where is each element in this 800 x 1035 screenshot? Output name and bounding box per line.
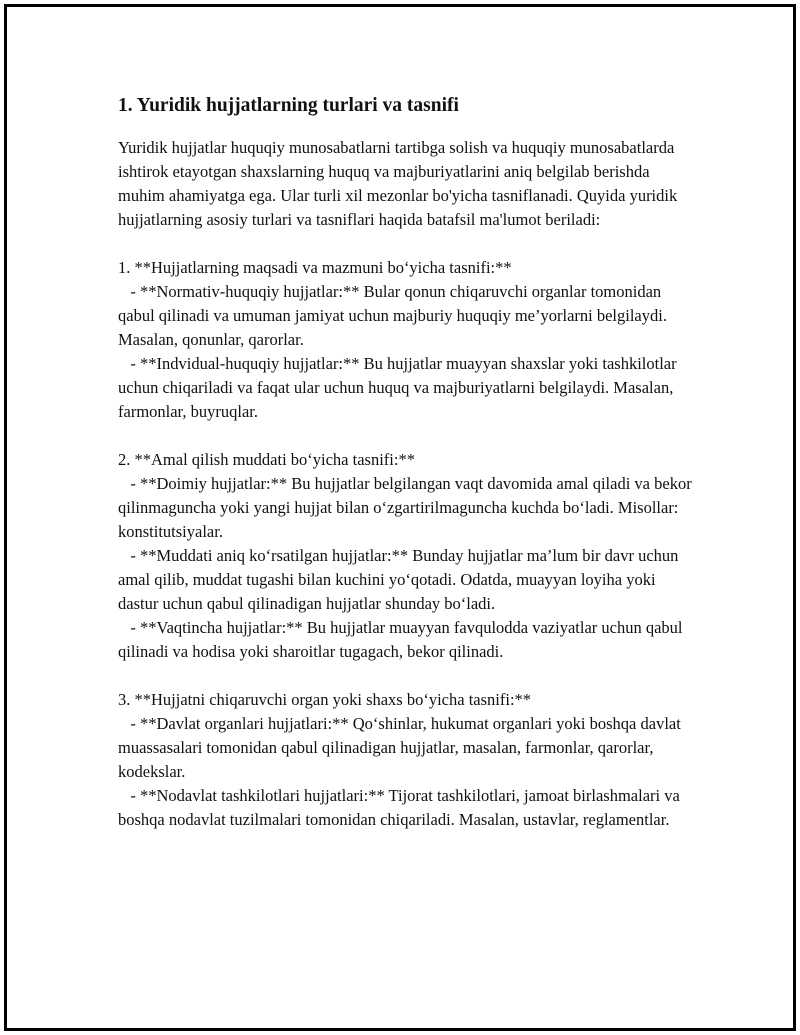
section-2-heading: 2. **Amal qilish muddati bo‘yicha tasnifi:** xyxy=(118,450,415,469)
section-1-item-1: - **Normativ-huquqiy hujjatlar:** Bular qonun chiqaruvchi organlar tomonidan qabul qilinadi va umuman jamiyat uchun majburiy huquqiy me’yorlarni belgilaydi. Masalan, qonunlar, qarorlar. xyxy=(118,282,672,349)
intro-paragraph: Yuridik hujjatlar huquqiy munosabatlarni tartibga solish va huquqiy munosabatlarda ishtirok etayotgan shaxslarning huquq va majburiyatlarini aniq belgilab berishda muhim ahamiyatga ega. Ular turli xil mezonlar bo'yicha tasniflanadi. Quyida yuridik hujjatlarning asosiy turlari va tasniflari haqida batafsil ma'lumot beriladi: xyxy=(118,138,682,229)
section-2-item-3: - **Vaqtincha hujjatlar:** Bu hujjatlar muayyan favqulodda vaziyatlar uchun qabul qilinadi va hodisa yoki sharoitlar tugagach, bekor qilinadi. xyxy=(118,618,687,661)
paragraph-spacer xyxy=(118,232,698,256)
paragraph-spacer xyxy=(118,664,698,688)
section-1-item-2: - **Indvidual-huquqiy hujjatlar:** Bu hujjatlar muayyan shaxslar yoki tashkilotlar uchun chiqariladi va faqat ular uchun huquq va majburiyatlarni belgilaydi. Masalan, farmonlar, buyruqlar. xyxy=(118,354,681,421)
document-title: 1. Yuridik hujjatlarning turlari va tasnifi xyxy=(118,95,459,116)
document-body xyxy=(118,92,698,832)
section-1-heading: 1. **Hujjatlarning maqsadi va mazmuni bo‘yicha tasnifi:** xyxy=(118,258,512,277)
paragraph-spacer xyxy=(118,424,698,448)
section-3-item-1: - **Davlat organlari hujjatlari:** Qo‘shinlar, hukumat organlari yoki boshqa davlat muassasalari tomonidan qabul qilinadigan hujjatlar, masalan, farmonlar, qarorlar, kodekslar. xyxy=(118,714,685,781)
section-3-item-2: - **Nodavlat tashkilotlari hujjatlari:** Tijorat tashkilotlari, jamoat birlashmalari va boshqa nodavlat tuzilmalari tomonidan chiqariladi. Masalan, ustavlar, reglamentlar. xyxy=(118,786,684,829)
section-2-item-1: - **Doimiy hujjatlar:** Bu hujjatlar belgilangan vaqt davomida amal qiladi va bekor qilinmaguncha yoki yangi hujjat bilan o‘zgartirilmaguncha kuchda bo‘ladi. Misollar: konstitutsiyalar. xyxy=(118,474,696,541)
section-2-item-2: - **Muddati aniq ko‘rsatilgan hujjatlar:** Bunday hujjatlar ma’lum bir davr uchun amal qilib, muddat tugashi bilan kuchini yo‘qotadi. Odatda, muayyan loyiha yoki dastur uchun qabul qilinadigan hujjatlar shunday bo‘ladi. xyxy=(118,546,683,613)
section-3-heading: 3. **Hujjatni chiqaruvchi organ yoki shaxs bo‘yicha tasnifi:** xyxy=(118,690,532,709)
